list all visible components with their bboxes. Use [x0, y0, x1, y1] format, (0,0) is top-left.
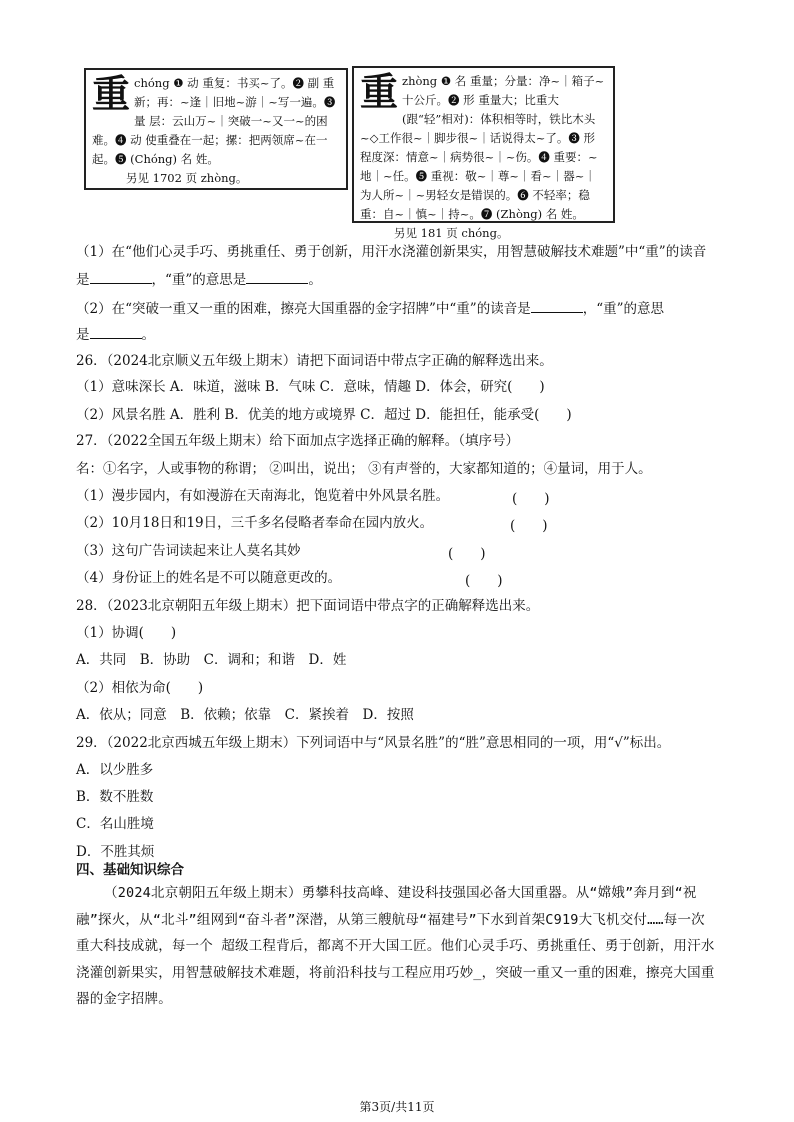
question-28-stem: 28．（2023北京朝阳五年级上期末）把下面词语中带点字的正确解释选出来。 — [76, 598, 540, 614]
answer-paren[interactable]: ( ) — [465, 573, 503, 589]
text: （2）在“突破一重又一重的困难，擦亮大国重器的金字招牌”中“重”的读音是 — [76, 301, 531, 317]
question-28-2: （2）相依为命( ) — [76, 680, 204, 696]
question-26-1: （1）意味深长 A．味道，滋味 B．气味 C．意味，情趣 D．体会，研究( ) — [76, 379, 545, 395]
question-29-option-c: C．名山胜境 — [76, 816, 154, 832]
text: 。 — [141, 327, 155, 343]
answer-paren[interactable]: ( ) — [510, 518, 548, 534]
answer-blank[interactable] — [246, 269, 308, 284]
question-29-option-a: A．以少胜多 — [76, 762, 154, 778]
dictionary-cross-reference: 另见 1702 页 zhòng。 — [126, 171, 248, 185]
answer-blank[interactable] — [90, 269, 152, 284]
dictionary-headword: 重 — [360, 69, 399, 114]
dictionary-headword: 重 — [92, 71, 131, 116]
dictionary-cross-reference: 另见 181 页 chóng。 — [394, 226, 509, 240]
question-27-1: （1）漫步园内，有如漫游在天南海北，饱览着中外风景名胜。 — [76, 488, 450, 504]
text: ，“重”的意思 — [582, 301, 665, 317]
question-28-1: （1）协调( ) — [76, 625, 177, 641]
text: 。 — [308, 272, 322, 288]
question-27-4: （4）身份证上的姓名是不可以随意更改的。 — [76, 570, 342, 586]
page-number: 第3页/共11页 — [359, 1100, 435, 1114]
dictionary-definition: chóng ❶ 动 重复：书买~了。❷ 副 重新；再：~逢｜旧地~游｜~写一遍。❸ 量 层：云山万~｜突破一~又一~的困难。❹ 动 使重叠在一起；摞：把两领席~在一起。❺ (Chóng) 名 姓。 — [92, 76, 336, 166]
text: ，“重”的意思是 — [151, 272, 247, 288]
question-27-3: （3）这句广告词读起来让人莫名其妙 — [76, 543, 301, 559]
question-26-2: （2）风景名胜 A．胜利 B．优美的地方或境界 C．超过 D．能担任，能承受( ) — [76, 407, 572, 423]
question-25-2-line-a — [76, 298, 664, 318]
question-28-1-options: A．共同 B．协助 C．调和；和谐 D．姓 — [76, 652, 347, 668]
question-25-1-line-a: （1）在“他们心灵手巧、勇挑重任、勇于创新，用汗水浇灌创新果实，用智慧破解技术难题”中“重”的读音 — [76, 244, 707, 260]
section-heading: 四、基础知识综合 — [76, 862, 184, 878]
text: 是 — [76, 327, 90, 343]
answer-paren[interactable]: ( ) — [448, 546, 486, 562]
answer-paren[interactable]: ( ) — [512, 491, 550, 507]
dictionary-definition: zhòng ❶ 名 重量；分量：净~｜箱子~十公斤。❷ 形 重量大；比重大(跟“轻”相对)：体积相等时，铁比木头~◇工作很~｜脚步很~｜话说得太~了。❸ 形 程度深：情意~｜病势很~｜~伤。❹ 重要：~地｜~任。❺ 重视：敬~｜尊~｜看~｜器~｜为人所~｜~男轻女是错误的。❻ 不轻率；稳重：自~｜慎~｜持~。❼ (Zhòng) 名 姓。 — [360, 74, 605, 221]
question-29-option-b: B．数不胜数 — [76, 789, 154, 805]
answer-blank[interactable] — [531, 298, 583, 313]
question-28-2-options: A．依从；同意 B．依赖；依靠 C．紧挨着 D．按照 — [76, 707, 414, 723]
question-27-stem: 27．（2022全国五年级上期末）给下面加点字选择正确的解释。（填序号） — [76, 433, 520, 449]
text: 是 — [76, 272, 90, 288]
dictionary-entry-zhong — [352, 66, 615, 240]
question-29-stem: 29．（2022北京西城五年级上期末）下列词语中与“风景名胜”的“胜”意思相同的一项，用“√”标出。 — [76, 735, 671, 751]
question-26-stem: 26．（2024北京顺义五年级上期末）请把下面词语中带点字正确的解释选出来。 — [76, 353, 553, 369]
question-27-options: 名：①名字，人或事物的称谓； ②叫出，说出； ③有声誉的，大家都知道的；④量词，用于人。 — [76, 461, 652, 477]
question-25-1-line-b — [76, 269, 322, 289]
question-27-2: （2）10月18日和19日，三千多名侵略者奉命在园内放火。 — [76, 515, 434, 531]
answer-blank[interactable] — [90, 324, 142, 339]
question-29-option-d: D．不胜其烦 — [76, 844, 155, 860]
dictionary-entry-chong — [84, 68, 348, 190]
question-25-2-line-b — [76, 324, 155, 344]
reading-passage: （2024北京朝阳五年级上期末）勇攀科技高峰、建设科技强国必备大国重器。从“嫦娥”奔月到“祝融”探火，从“北斗”组网到“奋斗者”深潜，从第三艘航母“福建号”下水到首架C919大飞机交付……每一次重大科技成就，每一个 超级工程背后，都离不开大国工匠。他们心灵手巧、勇挑重任、勇于创新，用汗水浇灌创新果实，用智慧破解技术难题，将前沿科技与工程应用巧妙_，突破一重又一重的困难，擦亮大国重器的金字招牌。 — [76, 885, 715, 1007]
